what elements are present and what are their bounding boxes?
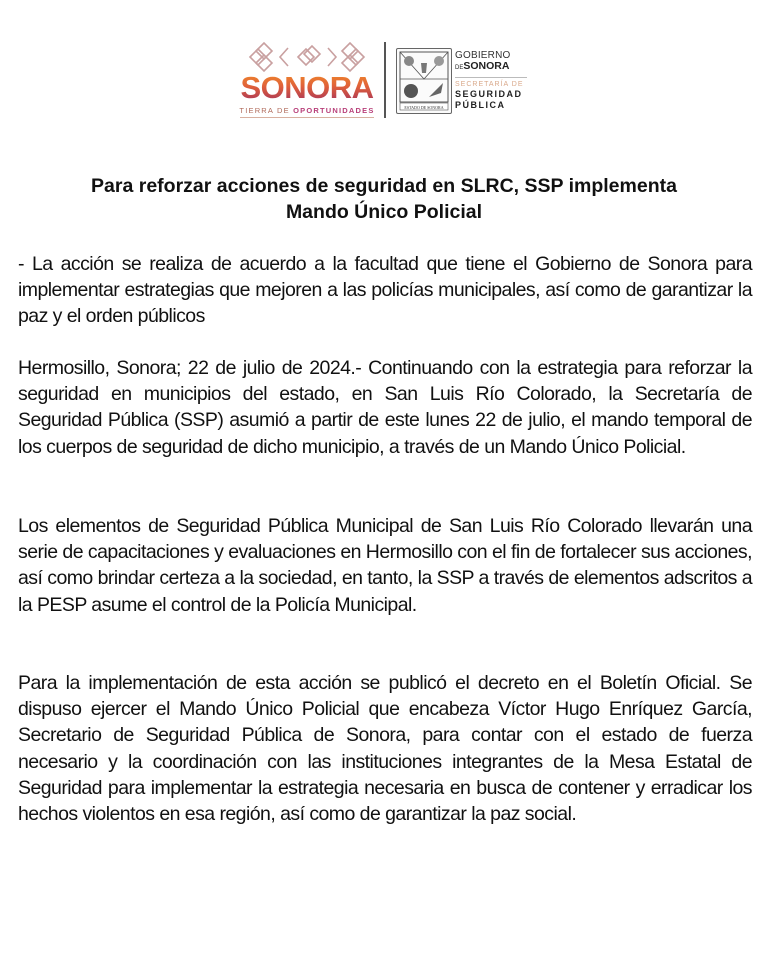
title-line-1: Para reforzar acciones de seguridad en SLRC, SSP implementa [91, 175, 677, 197]
brand-underline [240, 117, 374, 118]
body-paragraph: Para la implementación de esta acción se publicó el decreto en el Boletín Oficial. Se dispuso ejercer el Mando Único Policial que encabeza Víctor Hugo Enríquez García, Secretario de Seguridad Pública de Sonora, para contar con el estado de fuerza necesario y la coordinación con las instituciones integrantes de la Mesa Estatal de Seguridad para implementar la estrategia necesaria en busca de contener y erradicar los hechos violentos en esa región, así como de garantizar la paz social. [18, 672, 752, 826]
publica-label: PÚBLICA [455, 100, 506, 110]
summary-paragraph: - La acción se realiza de acuerdo a la facultad que tiene el Gobierno de Sonora para implementar estrategias que mejoren a las policías municipales, así como de garantizar la paz y el orden públicos [18, 253, 752, 328]
ssp-wordmark [455, 50, 535, 111]
gobierno-label: GOBIERNO [455, 50, 511, 61]
body-paragraph: Hermosillo, Sonora; 22 de julio de 2024.- Continuando con la estrategia para reforzar la seguridad en municipios del estado, en San Luis Río Colorado, la Secretaría de Seguridad Pública (SSP) asumió a partir de este lunes 22 de julio, el mando temporal de los cuerpos de seguridad de dicho municipio, a través de un Mando Único Policial. [18, 357, 752, 458]
brand-wordmark: SONORA [236, 72, 378, 104]
sonora-label: DESONORA [455, 60, 510, 72]
coat-of-arms-icon [397, 49, 451, 113]
state-seal [396, 48, 452, 114]
logo-divider [384, 42, 386, 118]
brand-tagline: TIERRA DE OPORTUNIDADES [239, 106, 375, 115]
letterhead [0, 38, 768, 122]
sonora-brand-logo [236, 42, 378, 120]
seguridad-label: SEGURIDAD [455, 89, 523, 99]
ornament-pattern-icon [242, 42, 372, 72]
secretaria-label: SECRETARÍA DE [455, 81, 524, 88]
svg-text:ESTADO DE SONORA: ESTADO DE SONORA [404, 105, 444, 110]
body-paragraph: Los elementos de Seguridad Pública Municipal de San Luis Río Colorado llevarán una serie de capacitaciones y evaluaciones en Hermosillo con el fin de fortalecer sus acciones, así como brindar certeza a la sociedad, en tanto, la SSP a través de elementos adscritos a la PESP asume el control de la Policía Municipal. [18, 515, 752, 616]
gov-rule [455, 77, 527, 78]
title-line-2: Mando Único Policial [285, 201, 483, 223]
article-title [60, 173, 708, 225]
